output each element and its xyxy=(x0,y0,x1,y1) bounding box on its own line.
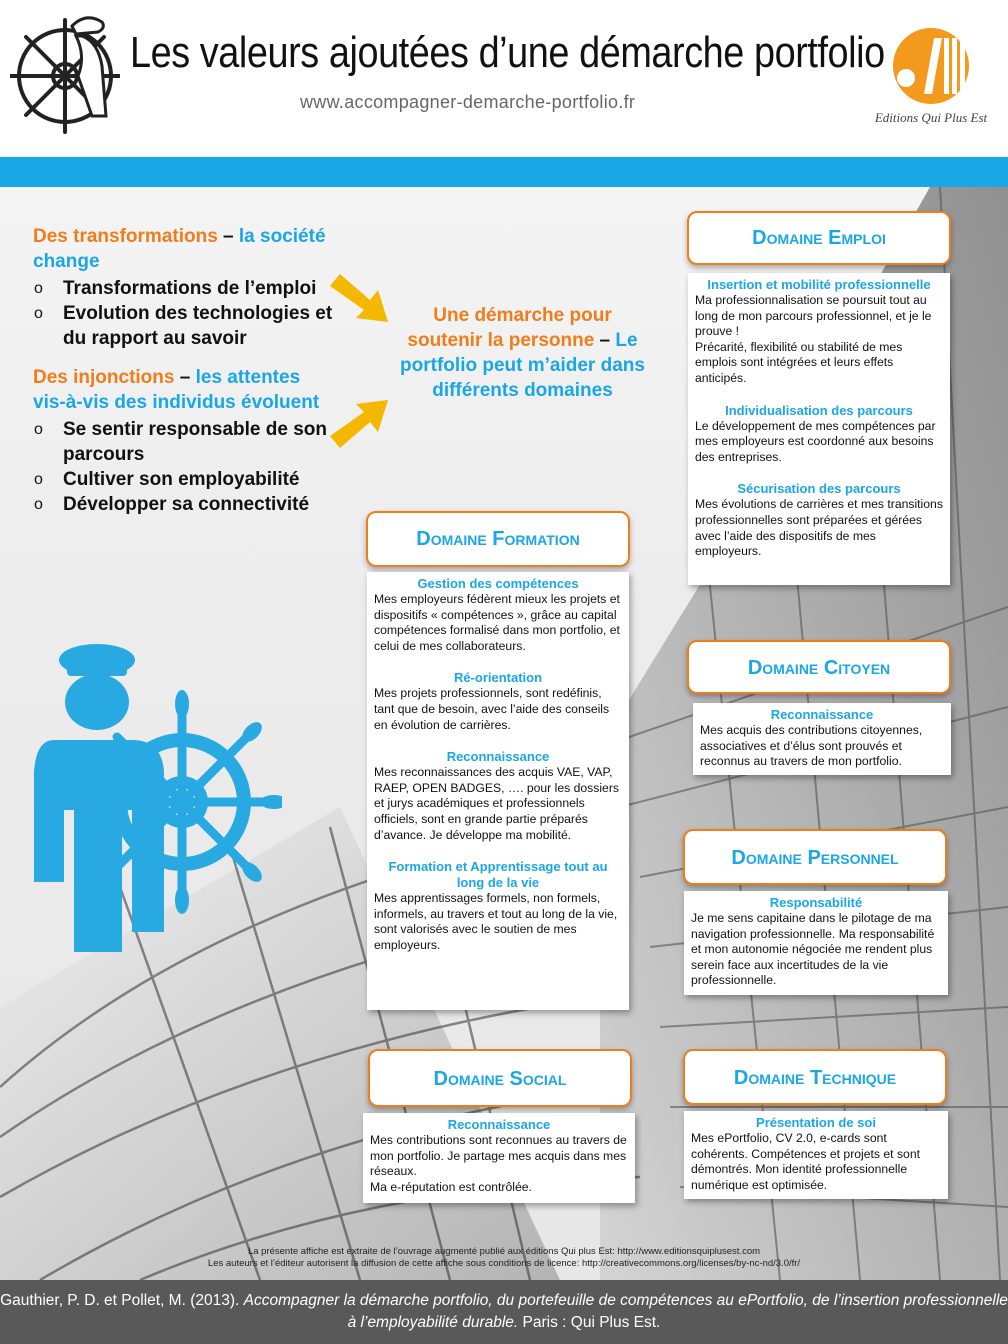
section-heading: Ré-orientation xyxy=(453,670,543,686)
injonctions-subtitle: les attentes vis-à-vis des individus évoluent xyxy=(33,367,320,413)
domain-title-prefix: Domaine xyxy=(731,847,802,869)
section-text: Mes acquis des contributions citoyennes, associatives et d’élus sont prouvés et reconnus au travers de mon portfolio. xyxy=(700,723,923,769)
section-heading: Formation et Apprentissage tout au long de la vie xyxy=(388,859,608,891)
domain-emploi-box xyxy=(688,273,950,585)
transformations-title: Des transformations xyxy=(33,226,218,247)
publisher-name: Editions Qui Plus Est xyxy=(874,110,988,125)
list-item: o Développer sa connectivité xyxy=(33,492,333,517)
domain-social-title xyxy=(368,1049,632,1107)
website-url: www.accompagner-demarche-portfolio.fr xyxy=(300,92,636,112)
transformations-heading xyxy=(33,224,333,274)
section-heading: Reconnaissance xyxy=(447,1117,551,1132)
central-message-lead: Une démarche pour soutenir la personne xyxy=(407,305,612,351)
domain-title-prefix: Domaine xyxy=(733,1067,805,1089)
section-text: Mes apprentissages formels, non formels, informels, au travers et tout au long de la vie, sont valorisés avec le soutien de mes employeurs. xyxy=(374,891,618,952)
section-heading: Responsabilité xyxy=(769,895,863,910)
dash: – xyxy=(174,367,196,388)
section-text: Mes évolutions de carrières et mes transitions professionnelles sont préparées et gérées avec l’aide des dispositifs de mes employeurs. xyxy=(695,497,943,559)
credits-line: La présente affiche est extraite de l’ouvrage augmenté publié aux éditions Qui plus Est: http://www.editionsquiplusest.com xyxy=(247,1246,761,1257)
domain-title-word: Social xyxy=(509,1068,567,1090)
domain-formation-title xyxy=(366,511,630,567)
domain-title-word: Formation xyxy=(492,528,580,550)
dash: – xyxy=(594,330,616,351)
publisher-logo-icon xyxy=(866,20,996,110)
section-text: Ma professionnalisation se poursuit tout au long de mon parcours professionnel, et je le prouve ! xyxy=(695,293,932,339)
central-message-follow: Le portfolio peut m’aider dans différents domaines xyxy=(400,330,645,401)
domain-personnel-box xyxy=(684,891,948,995)
section-text: Mes employeurs fédèrent mieux les projets et dispositifs « compétences », grâce au capital compétences formalisé dans mon portfolio, et celui de mes collaborateurs. xyxy=(374,592,620,653)
transformations-list xyxy=(33,276,333,351)
section-heading: Reconnaissance xyxy=(446,749,550,765)
section-text: Mes projets professionnels, sont redéfinis, tant que de besoin, avec l’aide des conseils en évolution de carrières. xyxy=(374,686,610,732)
section-heading: Présentation de soi xyxy=(756,1115,876,1130)
domain-technique-title xyxy=(683,1049,947,1105)
domain-title-word: Personnel xyxy=(807,847,899,869)
page-title: Les valeurs ajoutées d’une démarche portfolio xyxy=(130,28,885,77)
citation-book-title: Accompagner la démarche portfolio, du portefeuille de compétences au ePortfolio, de l’insertion professionnelle à l’employabilité durable. xyxy=(243,1292,1008,1331)
credits-line: Les auteurs et l’éditeur autorisent la diffusion de cette affiche sous conditions de licence: http://creativecommons.org/licenses/by-nc-nd/3.0/fr/ xyxy=(207,1258,801,1269)
domain-title-word: Citoyen xyxy=(823,657,891,679)
domain-citoyen-title xyxy=(687,640,951,694)
list-item: o Se sentir responsable de son parcours xyxy=(33,417,333,467)
injonctions-list xyxy=(33,417,333,517)
injonctions-title: Des injonctions xyxy=(33,367,175,388)
section-text: Précarité, flexibilité ou stabilité de mes emplois sont intégrées et leurs effets anticipés. xyxy=(695,339,903,385)
central-message xyxy=(395,303,650,403)
license-credits xyxy=(0,1246,1008,1270)
section-heading: Reconnaissance xyxy=(770,707,874,722)
section-text: Je me sens capitaine dans le pilotage de ma navigation professionnelle. Ma responsabilité et mon autonomie négociée me rendent plus serein face aux incertitudes de la vie professionnelle. xyxy=(691,911,935,988)
section-heading: Sécurisation des parcours xyxy=(737,481,901,497)
domain-title-prefix: Domaine xyxy=(752,227,823,249)
list-item: o Cultiver son employabilité xyxy=(33,467,333,492)
injonctions-heading xyxy=(33,365,333,415)
arrow-up-right-icon xyxy=(326,392,394,450)
domain-title-prefix: Domaine xyxy=(747,657,819,679)
dash: – xyxy=(217,226,239,247)
header-band xyxy=(0,157,1008,187)
section-text: Le développement de mes compétences par mes employeurs est coordonné aux besoins des entreprises. xyxy=(695,418,936,464)
citation-publisher: Paris : Qui Plus Est. xyxy=(518,1314,661,1331)
section-text: Ma e-réputation est contrôlée. xyxy=(370,1179,532,1194)
domain-citoyen-box xyxy=(693,703,951,775)
list-item: o Transformations de l’emploi xyxy=(33,276,333,301)
citation-footer xyxy=(0,1280,1008,1344)
captain-at-helm-pictogram xyxy=(12,632,282,962)
list-item: o Evolution des technologies et du rapport au savoir xyxy=(33,301,333,351)
section-heading: Individualisation des parcours xyxy=(725,402,913,418)
domain-title-word: Emploi xyxy=(828,227,886,249)
section-text: Mes contributions sont reconnues au travers de mon portfolio. Je partage mes acquis dans mes réseaux. xyxy=(370,1133,627,1179)
section-heading: Gestion des compétences xyxy=(417,576,579,591)
domain-title-prefix: Domaine xyxy=(416,528,487,550)
section-text: Mes reconnaissances des acquis VAE, VAP, RAEP, OPEN BADGES, …. pour les dossiers et jurys académiques et professionnels officiels, sont en grande partie préparés d’avance. Je développe ma mobilité. xyxy=(374,765,619,842)
domain-technique-box xyxy=(684,1111,948,1199)
header xyxy=(0,0,1008,155)
arrow-down-right-icon xyxy=(326,272,394,330)
sailor-at-helm-illustration xyxy=(10,8,120,138)
domain-social-box xyxy=(363,1113,635,1203)
publisher-logo xyxy=(866,20,996,135)
domain-formation-box xyxy=(367,572,629,1010)
domain-title-word: Technique xyxy=(809,1067,897,1089)
domain-personnel-title xyxy=(683,829,947,885)
context-column xyxy=(33,224,333,517)
citation-authors: Gauthier, P. D. et Pollet, M. (2013). xyxy=(0,1292,244,1309)
section-text: Mes ePortfolio, CV 2.0, e-cards sont cohérents. Compétences et projets et sont démontrés. Mon identité professionnelle numérique est optimisée. xyxy=(691,1131,920,1192)
domain-title-prefix: Domaine xyxy=(433,1068,504,1090)
section-heading: Insertion et mobilité professionnelle xyxy=(707,277,931,292)
domain-emploi-title xyxy=(687,211,951,265)
transformations-subtitle: la société change xyxy=(33,226,326,272)
